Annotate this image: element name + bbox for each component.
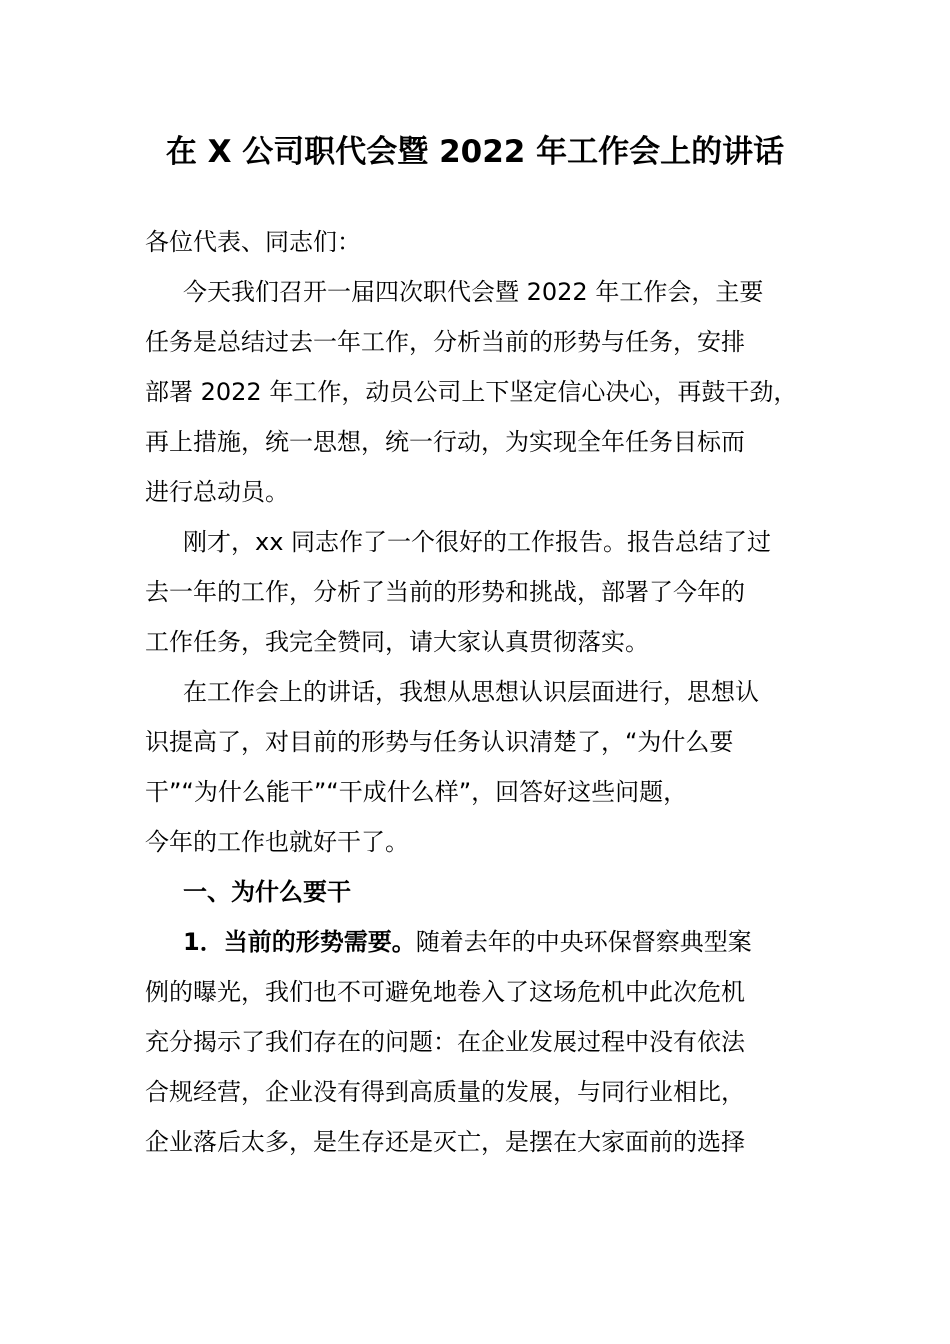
text-line: 部署 2022 年工作，动员公司上下坚定信心决心，再鼓干劲，: [145, 378, 798, 406]
text-line: 任务是总结过去一年工作，分析当前的形势与任务，安排: [145, 328, 745, 356]
text-line: 识提高了，对目前的形势与任务认识清楚了，“为什么要: [145, 728, 734, 756]
text-line: 进行总动员。: [145, 478, 289, 506]
text-line: 去一年的工作，分析了当前的形势和挑战，部署了今年的: [145, 578, 745, 606]
text-line: 今年的工作也就好干了。: [145, 828, 409, 856]
text-line: 再上措施，统一思想，统一行动，为实现全年任务目标而: [145, 428, 745, 456]
document-body: [145, 217, 815, 1167]
text-line: 例的曝光，我们也不可避免地卷入了这场危机中此次危机: [145, 978, 745, 1006]
text-line: 干”“为什么能干”“干成什么样”，回答好这些问题，: [145, 778, 688, 806]
point-text: 随着去年的中央环保督察典型案: [415, 928, 752, 956]
point-label: 1．当前的形势需要。: [183, 928, 416, 956]
text-line: 合规经营，企业没有得到高质量的发展，与同行业相比，: [145, 1078, 745, 1106]
section-heading: 一、为什么要干: [183, 878, 351, 906]
text-line: 刚才，xx 同志作了一个很好的工作报告。报告总结了过: [183, 528, 772, 556]
text-line: 企业落后太多，是生存还是灭亡，是摆在大家面前的选择: [145, 1128, 745, 1156]
text-line: [145, 917, 815, 967]
text-line: 在工作会上的讲话，我想从思想认识层面进行，思想认: [183, 678, 759, 706]
text-line: 工作任务，我完全赞同，请大家认真贯彻落实。: [145, 628, 649, 656]
document-title: 在 X 公司职代会暨 2022 年工作会上的讲话: [165, 134, 785, 170]
text-line: 今天我们召开一届四次职代会暨 2022 年工作会，主要: [183, 278, 764, 306]
text-line: 充分揭示了我们存在的问题：在企业发展过程中没有依法: [145, 1028, 745, 1056]
text-line: 各位代表、同志们：: [145, 228, 361, 256]
